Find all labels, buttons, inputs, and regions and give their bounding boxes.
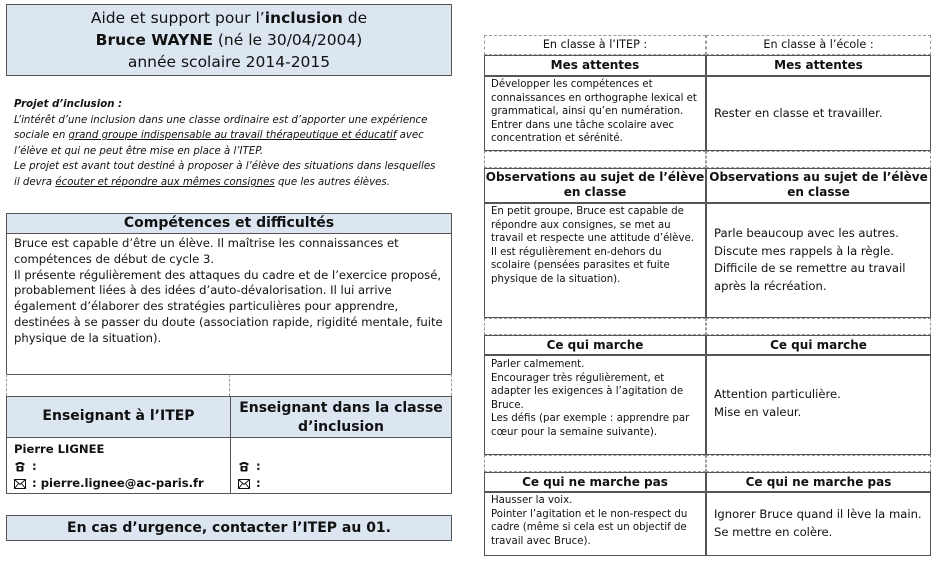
pas-itep: Hausser la voix. Pointer l’agitation et le non-respect du cadre (même si cela est un objectif de travail avec Bruce). [484, 492, 706, 556]
marche-row [484, 355, 931, 455]
mail-icon [238, 475, 252, 492]
competences-line-2: Il présente régulièrement des attaques du cadre et de l’exercice proposé, probablement liées à des idées d’auto-dévalorisation. Il lui arrive également d’élaborer des stratégies particulières pour apprendre, destinées à se passer du doute (association rapide, rigidité mentale, fuite physique de la situation). [14, 267, 443, 345]
pas-header-row: Ce qui ne marche pas Ce qui ne marche pas [484, 472, 931, 492]
observations-header-row: Observations au sujet de l’élève en classe Observations au sujet de l’élève en classe [484, 168, 931, 203]
student-name: Bruce WAYNE [95, 31, 213, 49]
column-header-row [484, 35, 931, 55]
class-email: : [252, 476, 261, 490]
pas-row [484, 492, 931, 556]
col-itep-header: En classe à l’ITEP : [484, 35, 706, 55]
observations-itep: En petit groupe, Bruce est capable de répondre aux consignes, se met au travail et respecte une attitude d’élève. Il est régulièrement en-dehors du scolaire (pensées parasites et fuite physique de la situation). [484, 203, 706, 318]
school-year: année scolaire 2014-2015 [127, 53, 331, 71]
spacer-row [6, 374, 452, 396]
emergency-banner: En cas d’urgence, contacter l’ITEP au 01. [6, 515, 452, 541]
title-line-2 [7, 29, 451, 51]
col-ecole-header: En classe à l’école : [706, 35, 931, 55]
title-line-1: Aide et support pour l’inclusion de [90, 9, 368, 27]
attentes-ecole: Rester en classe et travailler. [706, 76, 931, 151]
pas-ecole: Ignorer Bruce quand il lève la main. Se mettre en colère. [706, 492, 931, 556]
project-section [14, 97, 444, 191]
project-heading: Projet d’inclusion : [14, 99, 123, 110]
competences-body [6, 233, 452, 375]
attentes-row [484, 76, 931, 151]
title-box [6, 4, 452, 76]
itep-email[interactable]: : pierre.lignee@ac-paris.fr [28, 476, 204, 490]
marche-itep: Parler calmement. Encourager très régulièrement, et adapter les exigences à l’agitation de Bruce. Les défis (par exemple : apprendre par cœur pour la semaine suivante). [484, 355, 706, 455]
competences-line-1: Bruce est capable d’être un élève. Il maîtrise les connaissances et compétences de début de cycle 3. [14, 236, 399, 266]
marche-ecole: Attention particulière. Mise en valeur. [706, 355, 931, 455]
attentes-header-row: Mes attentes Mes attentes [484, 55, 931, 76]
attentes-itep: Développer les compétences et connaissances en orthographe lexical et grammatical, ainsi qu’en numération. Entrer dans une tâche scolaire avec concentration et sérénité. [484, 76, 706, 151]
class-phone: : [252, 459, 261, 473]
competences-title: Compétences et difficultés [6, 213, 452, 234]
marche-header-row: Ce qui marche Ce qui marche [484, 335, 931, 355]
itep-teacher-contact [7, 438, 231, 493]
project-paragraph-1: L’intérêt d’une inclusion dans une classe ordinaire est d’apporter une expérience sociale en grand groupe indispensable au travail thérapeutique et éducatif avec l’élève et qui ne peut être mise en place à l’ITEP. [14, 114, 428, 157]
itep-teacher-name: Pierre LIGNEE [14, 442, 105, 456]
mail-icon [14, 475, 28, 492]
project-paragraph-2: Le projet est avant tout destiné à proposer à l’élève des situations dans lesquelles il devra écouter et répondre aux mêmes consignes que les autres élèves. [14, 161, 436, 188]
observations-row [484, 203, 931, 318]
observations-ecole: Parle beaucoup avec les autres. Discute mes rappels à la règle. Difficile de se remettre au travail après la récréation. [706, 203, 931, 318]
birth-date: (né le 30/04/2004) [212, 31, 363, 49]
phone-icon [238, 458, 252, 475]
itep-phone: : [28, 459, 37, 473]
class-teacher-contact [231, 438, 451, 493]
class-teacher-header: Enseignant dans la classe d’inclusion [231, 397, 451, 438]
phone-icon [14, 458, 28, 475]
teachers-table [6, 396, 452, 494]
itep-teacher-header: Enseignant à l’ITEP [7, 397, 231, 438]
